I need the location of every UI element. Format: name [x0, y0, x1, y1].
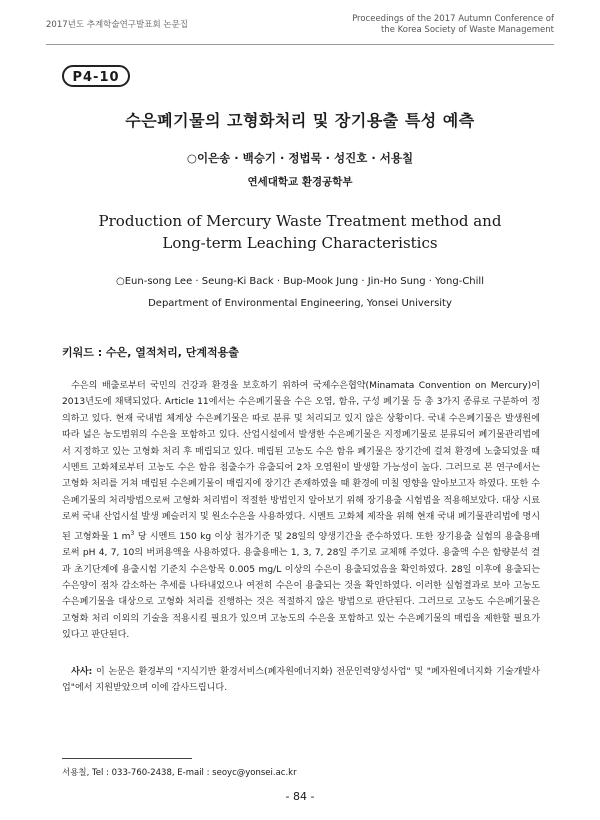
- korean-title: 수은폐기물의 고형화처리 및 장기용출 특성 예측: [125, 111, 475, 130]
- paper-id-badge: P4-10: [62, 65, 130, 87]
- korean-authors: ○이은송 · 백승기 · 정법묵 · 성진호 · 서용칠: [186, 151, 414, 165]
- english-authors: ○Eun-song Lee · Seung-Ki Back · Bup-Mook Jung · Jin-Ho Sung · Yong-Chill: [116, 276, 484, 287]
- acknowledgement-text: 이 논문은 환경부의 "지식기반 환경서비스(폐자원에너지화) 전문인력양성사업" 및 "폐자원에너지화 기술개발사업"에서 지원받았으며 이에 감사드립니다.: [62, 667, 540, 694]
- footnote-divider: [62, 758, 192, 759]
- english-affiliation: Department of Environmental Engineering, Yonsei University: [148, 298, 452, 309]
- english-title-line1: Production of Mercury Waste Treatment method and: [98, 212, 502, 230]
- english-title-line2: Long-term Leaching Characteristics: [162, 234, 438, 252]
- running-header-korean: 2017년도 추계학술연구발표회 논문집: [46, 20, 188, 30]
- superscript-3: 3: [130, 529, 135, 537]
- english-title: [0, 210, 600, 254]
- abstract-part1: 수은의 배출로부터 국민의 건강과 환경을 보호하기 위하여 국제수은협약(Minamata Convention on Mercury)이 2013년도에 채택되었다. Article 11에서는 수은폐기물을 수은 오염, 함유, 구성 폐기물 등 총 3가지 종류로 구분하여 정의하고 있다. 현재 국내법 체계상 수은폐기물은 따로 분류 및 처리되고 있지 않은 상황이다. 국내 수은폐기물은 발생원에 따라 넓은 농도범위의 수은을 포함하고 있다. 산업시설에서 발생한 수은폐기물은 지정폐기물로 분류되어 폐기물관리법에서 지정하고 있는 고형화 처리 후 매립되고 있다. 매립된 고농도 수은 함유 폐기물은 장기간에 걸쳐 환경에 노출되었을 때 시멘트 고화체로부터 고농도 수은 함유 침출수가 유출되어 2차 오염원이 발생할 가능성이 높다. 그러므로 본 연구에서는 고형화 처리를 거쳐 매립된 수은폐기물이 매립지에 장기간 존재하였을 때 환경에 미칠 영향을 알아보고자 하였다. 또한 수은폐기물의 처리방법으로써 고형화 처리법이 적절한 방법인지 알아보기 위해 장기용출 시험법을 적용해보았다. 대상 시료로써 국내 산업시설 발생 폐슬러지 및 원소수은을 사용하였다. 시멘트 고화체 제작을 위해 현재 국내 폐기물관리법에 명시된 고형화물 1 m: [62, 381, 540, 542]
- keywords: 키워드 : 수은, 열적처리, 단계적용출: [62, 346, 239, 359]
- running-header-line2: the Korea Society of Waste Management: [380, 25, 554, 35]
- footnote-contact: 서용칠, Tel : 033-760-2438, E-mail : seoyc@yonsei.ac.kr: [62, 768, 297, 778]
- running-header-line1: Proceedings of the 2017 Autumn Conference of: [352, 14, 554, 24]
- running-header-english: [352, 14, 554, 36]
- header-divider: [46, 44, 554, 45]
- acknowledgement: [62, 664, 540, 697]
- abstract-body: [62, 378, 540, 644]
- korean-affiliation: 연세대학교 환경공학부: [247, 176, 353, 188]
- acknowledgement-label: 사사:: [71, 667, 93, 677]
- abstract-part2: 당 시멘트 150 kg 이상 첨가기준 및 28일의 양생기간을 준수하였다. 또한 장기용출 실험의 용출용매로써 pH 4, 7, 10의 버퍼용액을 사용하였다. 용출용매는 1, 3, 7, 28일 주기로 교체해 주었다. 용출액 수은 함량분석 결과 초기단계에 용출시험 기준치 수은항목 0.005 mg/L 이상의 수은이 용출되었음을 확인하였다. 28일 이후에 용출되는 수은양이 점차 감소하는 추세를 나타내었으나 여전히 수은이 용출되는 것을 확인하였다. 이러한 실험결과로 보아 고농도 수은폐기물을 대상으로 고형화 처리를 진행하는 것은 적절하지 않은 방법으로 판단된다. 그러므로 고농도 수은폐기물은 고형화 처리 이외의 기술을 적용시킬 필요가 있으며 고농도의 수은을 포함하고 있는 수은폐기물의 매립을 제한할 필요가 있다고 판단된다.: [62, 531, 540, 641]
- page-number: - 84 -: [285, 790, 315, 803]
